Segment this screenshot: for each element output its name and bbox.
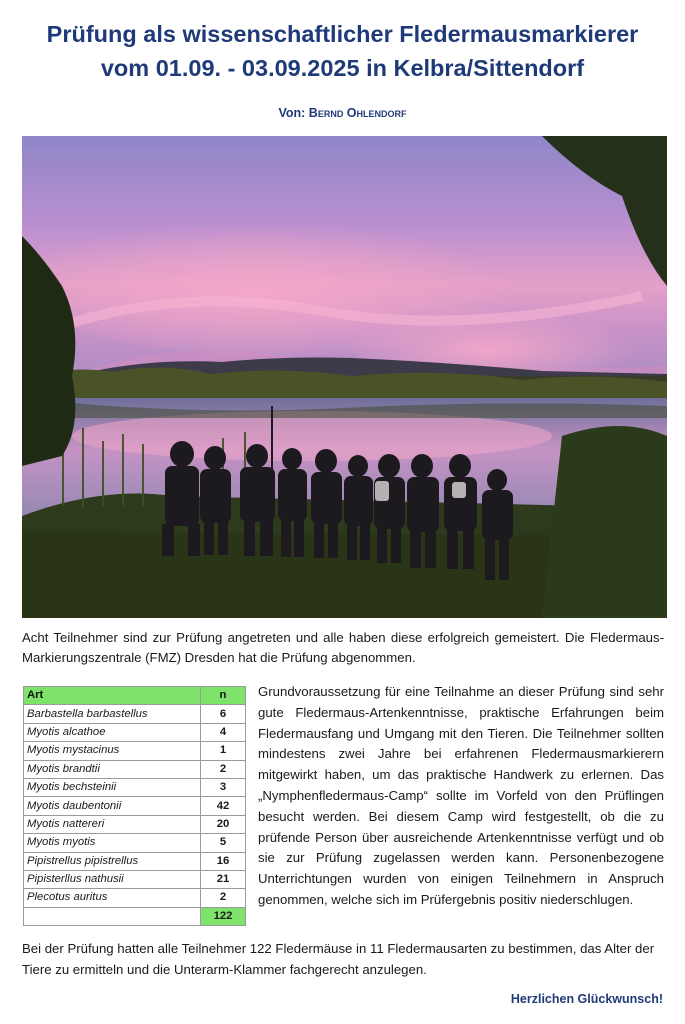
author-prefix: Von: — [278, 106, 306, 120]
intro-paragraph: Acht Teilnehmer sind zur Prüfung angetreten und alle haben diese erfolgreich gemeistert. Die Fledermaus-Markierungszentrale (FMZ) Dresden hat die Prüfung abgenommen. — [22, 630, 664, 665]
species-count: 5 — [201, 834, 246, 852]
title-line-1: Prüfung als wissenschaftlicher Fledermausmarkierer — [46, 21, 639, 47]
species-count: 42 — [201, 797, 246, 815]
total-count: 122 — [201, 907, 246, 925]
table-row — [24, 723, 246, 741]
table-row — [24, 778, 246, 796]
species-count: 3 — [201, 778, 246, 796]
species-count: 20 — [201, 815, 246, 833]
species-name: Pipistrellus pipistrellus — [24, 852, 201, 870]
species-count: 6 — [201, 705, 246, 723]
table-header-row — [24, 687, 246, 705]
species-count: 4 — [201, 723, 246, 741]
species-count: 16 — [201, 852, 246, 870]
table-row — [24, 797, 246, 815]
table-row — [24, 742, 246, 760]
table-row — [24, 760, 246, 778]
table-total-row — [24, 907, 246, 925]
page-title — [0, 17, 685, 85]
lake-sunset-illustration — [22, 136, 667, 618]
species-name: Myotis brandtii — [24, 760, 201, 778]
column-header-species: Art — [24, 687, 201, 705]
table-row — [24, 889, 246, 907]
species-name: Myotis mystacinus — [24, 742, 201, 760]
table-row — [24, 870, 246, 888]
species-name: Myotis myotis — [24, 834, 201, 852]
table-row — [24, 834, 246, 852]
species-count: 2 — [201, 889, 246, 907]
species-name: Barbastella barbastellus — [24, 705, 201, 723]
column-header-count: n — [201, 687, 246, 705]
table-row — [24, 705, 246, 723]
author-line — [0, 106, 685, 120]
species-count: 21 — [201, 870, 246, 888]
requirements-paragraph: Grundvoraussetzung für eine Teilnahme an dieser Prüfung sind sehr gute Fledermaus-Artenkenntnisse, praktische Erfahrungen beim Fledermausfang und Umgang mit den Tieren. Die Teilnehmer sollten mindestens zwei Jahre bei erfahrenen Fledermausmarkierern mitgewirkt haben, um das praktische Handwerk zu erlernen. Das „Nymphenfledermaus-Camp“ sollte im Vorfeld von den Prüflingen besucht werden. Bei diesem Camp wird festgestellt, ob die zu prüfende Person über ausreichende Artenkenntnisse verfügt und ob sie zur Prüfung zugelassen werden kann. Personenbezogene Unterrichtungen wurden von einigen Teilnehmern in Anspruch genommen, welche sich im Prüfergebnis positiv niederschlugen. — [258, 684, 664, 907]
species-name: Myotis nattereri — [24, 815, 201, 833]
species-name: Myotis daubentonii — [24, 797, 201, 815]
species-name: Plecotus auritus — [24, 889, 201, 907]
author-name: Bernd Ohlendorf — [308, 106, 407, 120]
title-line-2: vom 01.09. - 03.09.2025 in Kelbra/Sittendorf — [100, 55, 585, 81]
total-label-cell — [24, 907, 201, 925]
species-table — [23, 686, 246, 926]
closing-congratulations: Herzlichen Glückwunsch! — [510, 992, 663, 1006]
table-row — [24, 815, 246, 833]
table-row — [24, 852, 246, 870]
species-count: 1 — [201, 742, 246, 760]
group-photo — [22, 136, 667, 618]
species-name: Myotis bechsteinii — [24, 778, 201, 796]
species-name: Myotis alcathoe — [24, 723, 201, 741]
outro-paragraph: Bei der Prüfung hatten alle Teilnehmer 122 Fledermäuse in 11 Fledermausarten zu bestimmen, das Alter der Tiere zu ermitteln und die Unterarm-Klammer fachgerecht anzulegen. — [22, 941, 655, 977]
species-name: Pipisterllus nathusii — [24, 870, 201, 888]
species-count: 2 — [201, 760, 246, 778]
